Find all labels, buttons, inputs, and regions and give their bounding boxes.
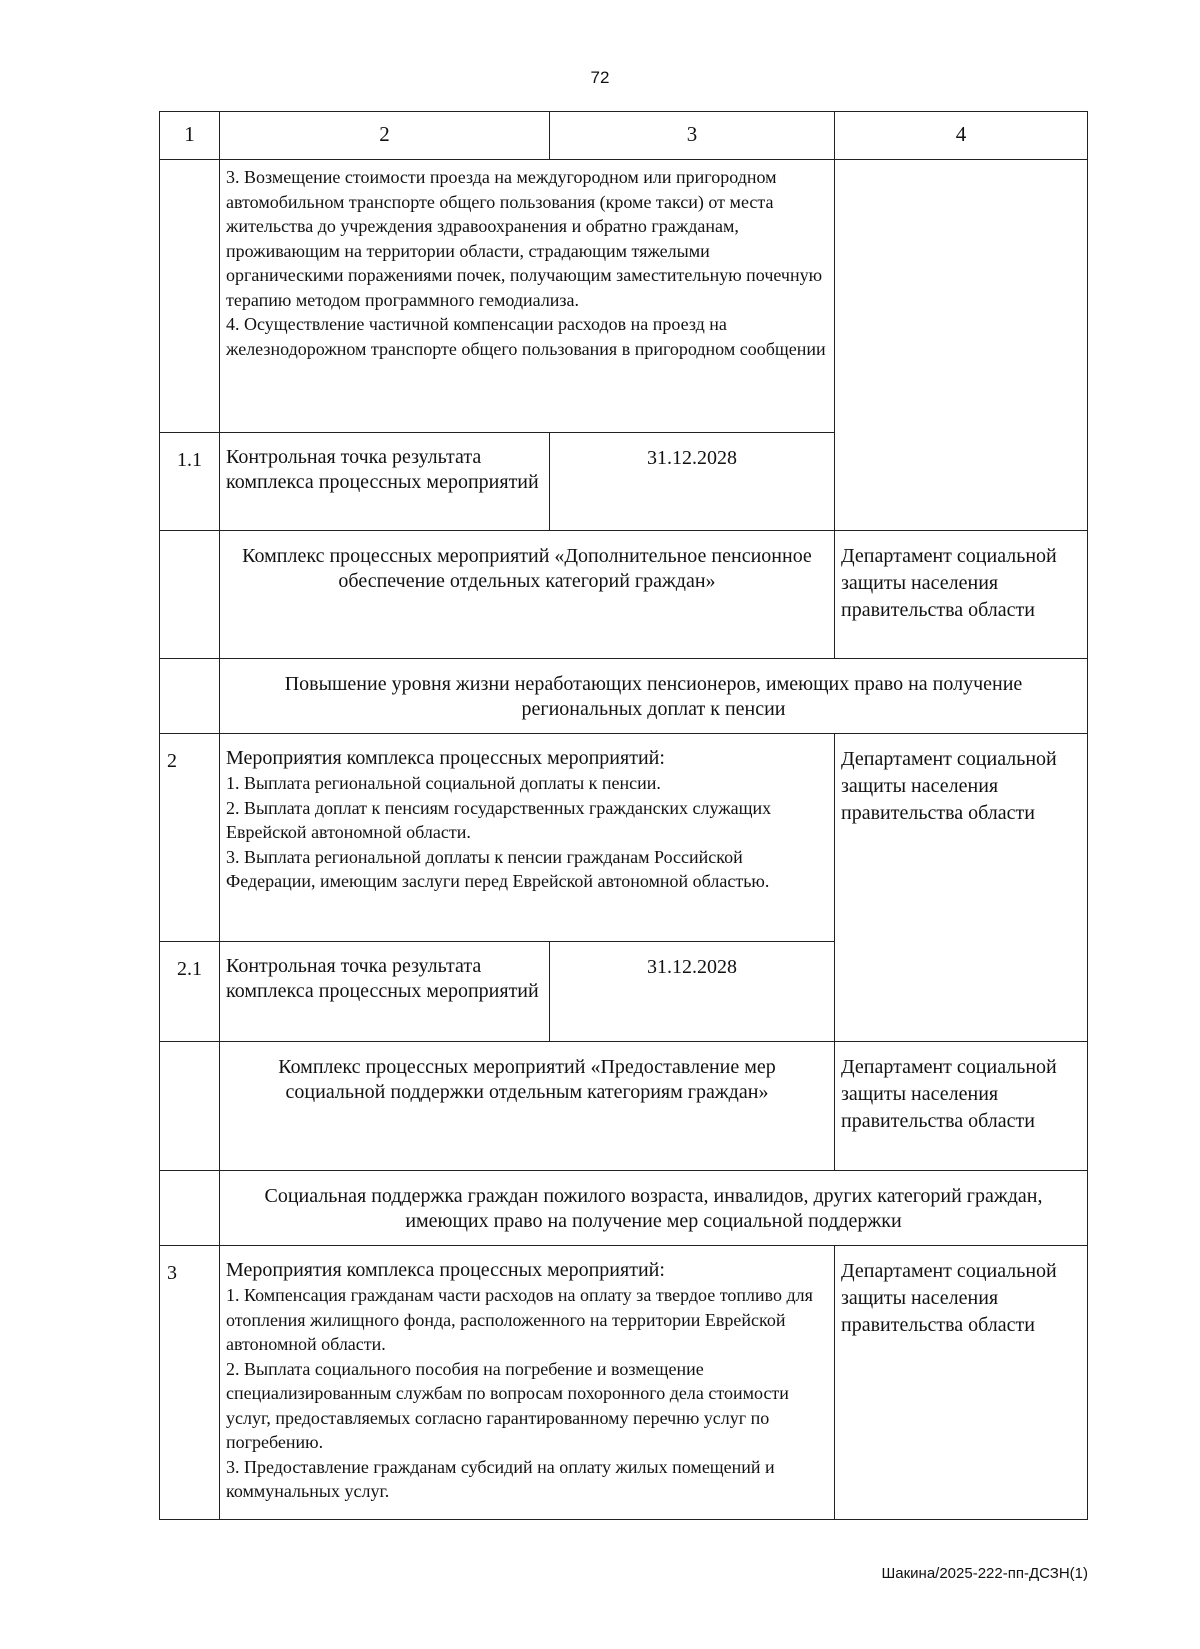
table-row <box>160 1042 1088 1171</box>
row-num-empty <box>160 1171 220 1246</box>
control-point-text: Контрольная точка результата комплекса процессных мероприятий <box>220 942 550 1042</box>
row-num-empty <box>160 160 220 433</box>
control-point-date: 31.12.2028 <box>550 942 835 1042</box>
list-item: 2. Выплата социального пособия на погребение и возмещение специализированным службам по вопросам похоронного дела стоимости услуг, предоставляемых согласно гарантированному перечню услуг по погребению. <box>226 1358 789 1452</box>
measures-text <box>220 1246 835 1520</box>
complex-title: Комплекс процессных мероприятий «Дополнительное пенсионное обеспечение отдельных категорий граждан» <box>220 531 835 659</box>
list-item: 1. Компенсация гражданам части расходов на оплату за твердое топливо для отопления жилищного фонда, расположенного на территории Еврейской автономной области. <box>226 1285 813 1354</box>
department: Департамент социальной защиты населения правительства области <box>835 531 1088 659</box>
program-table <box>159 111 1088 1520</box>
row-number: 1.1 <box>160 433 220 531</box>
list-item: Мероприятия комплекса процессных мероприятий: <box>226 747 665 769</box>
table-row <box>160 160 1088 433</box>
row-num-empty <box>160 659 220 734</box>
goal-text: Повышение уровня жизни неработающих пенсионеров, имеющих право на получение региональных доплат к пенсии <box>220 659 1088 734</box>
row-number: 3 <box>160 1246 220 1520</box>
list-item: 4. Осуществление частичной компенсации расходов на проезд на железнодорожном транспорте общего пользования в пригородном сообщении <box>226 314 826 359</box>
measures-text <box>220 734 835 942</box>
row-num-empty <box>160 1042 220 1171</box>
table-row <box>160 1171 1088 1246</box>
complex-title: Комплекс процессных мероприятий «Предоставление мер социальной поддержки отдельным категориям граждан» <box>220 1042 835 1171</box>
list-item: 3. Предоставление гражданам субсидий на оплату жилых помещений и коммунальных услуг. <box>226 1456 775 1501</box>
department: Департамент социальной защиты населения правительства области <box>835 1246 1088 1520</box>
table-row <box>160 531 1088 659</box>
control-point-text: Контрольная точка результата комплекса процессных мероприятий <box>220 433 550 531</box>
table-header-row <box>160 112 1088 160</box>
table-row <box>160 734 1088 942</box>
goal-text: Социальная поддержка граждан пожилого возраста, инвалидов, других категорий граждан, имеющих право на получение мер социальной поддержки <box>220 1171 1088 1246</box>
page-number: 72 <box>590 68 610 87</box>
header-col-1: 1 <box>160 112 220 160</box>
footer-reference: Шакина/2025-222-пп-ДСЗН(1) <box>881 1565 1088 1582</box>
row-top-text <box>220 160 835 433</box>
list-item: 1. Выплата региональной социальной доплаты к пенсии. <box>226 773 661 793</box>
header-col-2: 2 <box>220 112 550 160</box>
list-item: 3. Выплата региональной доплаты к пенсии гражданам Российской Федерации, имеющим заслуги перед Еврейской автономной областью. <box>226 846 770 891</box>
row-number: 2.1 <box>160 942 220 1042</box>
header-col-4: 4 <box>835 112 1088 160</box>
row-num-empty <box>160 531 220 659</box>
row-top-dept-empty <box>835 160 1088 531</box>
table-row <box>160 1246 1088 1520</box>
row-number: 2 <box>160 734 220 942</box>
department: Департамент социальной защиты населения правительства области <box>835 1042 1088 1171</box>
header-col-3: 3 <box>550 112 835 160</box>
department: Департамент социальной защиты населения правительства области <box>835 734 1088 1042</box>
list-item: 3. Возмещение стоимости проезда на междугородном или пригородном автомобильном транспорте общего пользования (кроме такси) от места жительства до учреждения здравоохранения и обратно гражданам, проживающим на территории области, страдающим тяжелыми органическими поражениями почек, получающим заместительную почечную терапию методом программного гемодиализа. <box>226 167 823 310</box>
control-point-date: 31.12.2028 <box>550 433 835 531</box>
list-item: Мероприятия комплекса процессных мероприятий: <box>226 1259 665 1281</box>
list-item: 2. Выплата доплат к пенсиям государственных гражданских служащих Еврейской автономной области. <box>226 797 772 842</box>
table-row <box>160 659 1088 734</box>
